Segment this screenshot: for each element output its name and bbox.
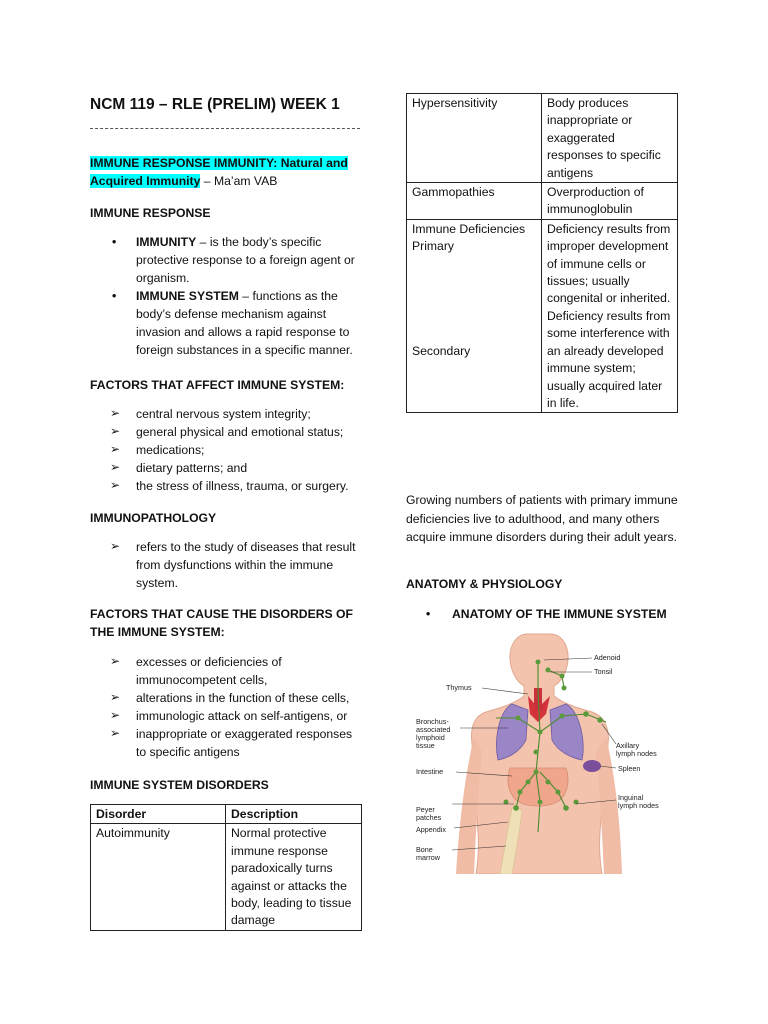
list-item: ➢ immunologic attack on self-antigens, or xyxy=(110,708,348,723)
arrow-bullet-icon: ➢ xyxy=(110,460,121,474)
page-title: NCM 119 – RLE (PRELIM) WEEK 1 xyxy=(90,96,340,113)
label-spleen: Spleen xyxy=(618,764,641,773)
label-peyer-1: Peyer xyxy=(416,805,435,814)
spacer xyxy=(412,256,536,343)
table-cell xyxy=(407,219,542,412)
factors-cause-heading: FACTORS THAT CAUSE THE DISORDERS OF THE IMMUNE SYSTEM: xyxy=(90,607,353,639)
bullet-icon: • xyxy=(112,289,117,303)
table-header-disorder: Disorder xyxy=(91,805,226,824)
immunopathology-heading: IMMUNOPATHOLOGY xyxy=(90,511,217,525)
anatomy-heading: ANATOMY & PHYSIOLOGY xyxy=(406,577,563,591)
table-header-description: Description xyxy=(226,805,362,824)
list-item: ➢ medications; xyxy=(110,442,205,457)
arrow-bullet-icon: ➢ xyxy=(110,478,121,492)
table-row xyxy=(407,219,678,412)
arrow-bullet-icon: ➢ xyxy=(110,539,121,553)
label-tonsil: Tonsil xyxy=(594,667,613,676)
table-header-row xyxy=(91,805,362,824)
label-intestine: Intestine xyxy=(416,767,444,776)
arrow-bullet-icon: ➢ xyxy=(110,442,121,456)
deficiency-primary: Primary xyxy=(412,239,454,254)
list-item: ➢ central nervous system integrity; xyxy=(110,406,311,421)
list-item: ➢ dietary patterns; and xyxy=(110,460,248,475)
label-peyer-2: patches xyxy=(416,813,442,822)
table-cell: Gammopathies xyxy=(407,183,542,220)
anatomy-list xyxy=(406,605,678,623)
table-row xyxy=(407,183,678,220)
table-cell: Hypersensitivity xyxy=(407,94,542,183)
label-bronchus-4: tissue xyxy=(416,741,435,750)
list-item: ➢ alterations in the function of these cells, xyxy=(110,690,350,705)
table-cell: Overproduction of immunoglobulin xyxy=(542,183,678,220)
factors-affect-heading: FACTORS THAT AFFECT IMMUNE SYSTEM: xyxy=(90,378,345,392)
label-axillary-2: lymph nodes xyxy=(616,749,657,758)
table-cell: Body produces inappropriate or exaggerated responses to specific antigens xyxy=(542,94,678,183)
disorders-table-continued xyxy=(406,93,678,413)
spleen xyxy=(583,760,601,772)
growing-paragraph: Growing numbers of patients with primary immune deficiencies live to adulthood, and many others acquire immune disorders during their adult years. xyxy=(406,493,678,544)
table-row xyxy=(91,824,362,930)
deficiency-name: Immune Deficiencies xyxy=(412,221,526,236)
topic-highlight: IMMUNE RESPONSE IMMUNITY: Natural and Acquired Immunity xyxy=(90,156,348,188)
arrow-bullet-icon: ➢ xyxy=(110,690,121,704)
list-item: ➢ refers to the study of diseases that result from dysfunctions within the immune system. xyxy=(110,539,356,590)
table-cell xyxy=(542,219,678,412)
immunopathology-list xyxy=(90,538,362,592)
topic-line xyxy=(90,154,362,190)
table-cell: Autoimmunity xyxy=(91,824,226,930)
immune-response-heading: IMMUNE RESPONSE xyxy=(90,206,211,220)
table-row xyxy=(407,94,678,183)
label-inguinal-2: lymph nodes xyxy=(618,801,659,810)
deficiency-secondary-desc: Deficiency results from some interference with an already developed immune system; usually acquired later in life. xyxy=(547,308,671,410)
table-cell: Normal protective immune response paradoxically turns against or attacks the body, leading to tissue damage xyxy=(226,824,362,930)
disorders-heading: IMMUNE SYSTEM DISORDERS xyxy=(90,778,269,792)
arrow-bullet-icon: ➢ xyxy=(110,406,121,420)
label-thymus: Thymus xyxy=(446,683,472,692)
bullet-icon: • xyxy=(426,607,431,621)
arrow-bullet-icon: ➢ xyxy=(110,726,121,740)
factors-affect-list xyxy=(90,405,362,495)
list-item: ➢ excesses or deficiencies of immunocompetent cells, xyxy=(110,654,282,687)
list-item: • IMMUNE SYSTEM – functions as the body’s defense mechanism against invasion and allows a rapid response to foreign substances in a specific manner. xyxy=(112,289,353,357)
arrow-bullet-icon: ➢ xyxy=(110,654,121,668)
deficiency-secondary: Secondary xyxy=(412,343,471,358)
arrow-bullet-icon: ➢ xyxy=(110,424,121,438)
list-item: ➢ general physical and emotional status; xyxy=(110,424,344,439)
label-bone-1: Bone xyxy=(416,845,433,854)
label-adenoid: Adenoid xyxy=(594,653,621,662)
label-appendix: Appendix xyxy=(416,825,446,834)
bullet-icon: • xyxy=(112,235,117,249)
label-inguinal-1: Inguinal xyxy=(618,793,644,802)
immune-response-list xyxy=(90,233,362,359)
arrow-bullet-icon: ➢ xyxy=(110,708,121,722)
label-bronchus-3: lymphoid xyxy=(416,733,445,742)
list-item: ➢ the stress of illness, trauma, or surgery. xyxy=(110,478,349,493)
dashed-divider xyxy=(90,128,360,129)
list-item: ➢ inappropriate or exaggerated responses to specific antigens xyxy=(110,726,353,759)
deficiency-primary-desc: Deficiency results from improper development of immune cells or tissues; usually congenital or inherited. xyxy=(547,221,671,306)
list-item: • ANATOMY OF THE IMMUNE SYSTEM xyxy=(426,607,667,621)
label-bronchus-1: Bronchus- xyxy=(416,717,449,726)
topic-author: – Ma’am VAB xyxy=(200,174,278,188)
label-bone-2: marrow xyxy=(416,853,440,862)
label-bronchus-2: associated xyxy=(416,725,451,734)
label-axillary-1: Axillary xyxy=(616,741,640,750)
immune-system-anatomy-figure xyxy=(416,632,662,874)
factors-cause-list xyxy=(90,653,362,761)
disorders-table xyxy=(90,804,362,931)
list-item: • IMMUNITY – is the body’s specific protective response to a foreign agent or organism. xyxy=(112,235,355,285)
